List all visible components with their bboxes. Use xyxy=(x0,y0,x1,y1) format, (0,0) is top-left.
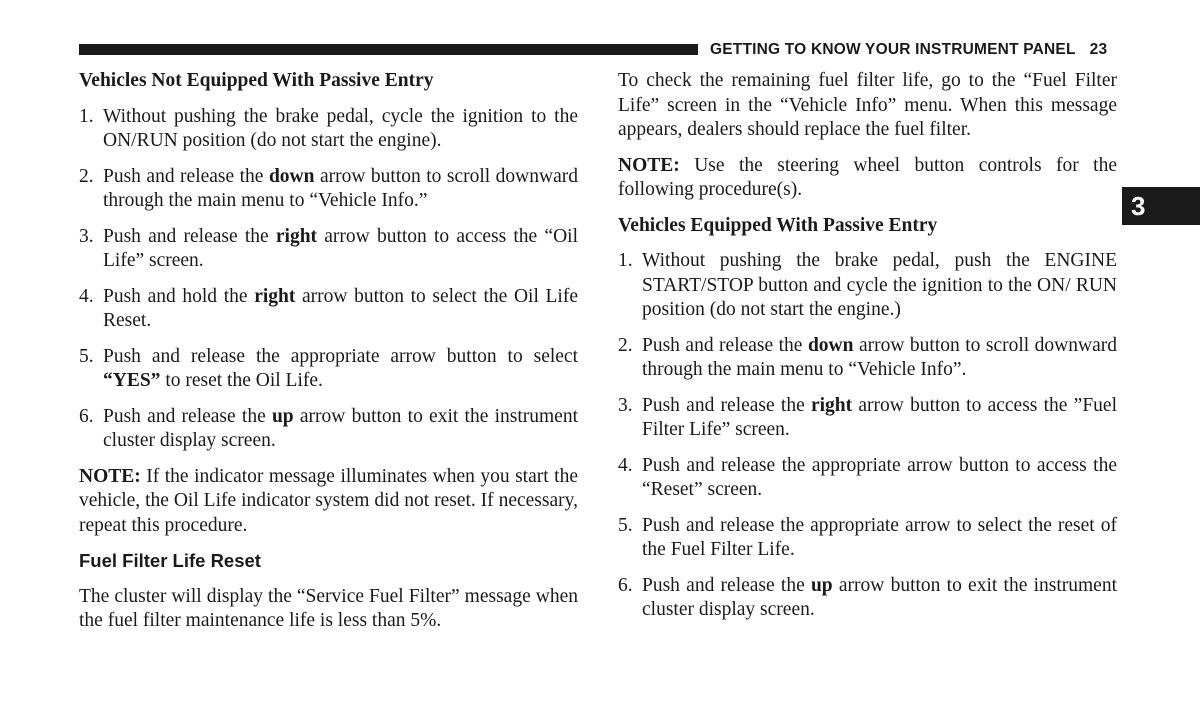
step-number: 5. xyxy=(618,514,633,536)
step-text: Push and release the appropriate arrow button to access the “Reset” screen. xyxy=(642,454,1117,500)
step-item xyxy=(79,285,578,334)
note-oil-life xyxy=(79,465,578,539)
step-text: Push and release the xyxy=(642,574,811,596)
step-number: 5. xyxy=(79,345,94,367)
note-text: Use the steering wheel button controls for the following procedure(s). xyxy=(618,154,1117,200)
note-steering-controls xyxy=(618,154,1117,203)
step-text: Push and release the xyxy=(103,405,272,427)
section-body: The cluster will display the “Service Fuel Filter” message when the fuel filter maintenance life is less than 5%. xyxy=(79,585,578,631)
left-column xyxy=(79,69,578,645)
step-number: 3. xyxy=(618,394,633,416)
page-number: 23 xyxy=(1089,41,1108,58)
step-text: Push and release the appropriate arrow button to select xyxy=(103,345,578,367)
step-text: arrow button to select the Oil Life Reset. xyxy=(103,285,578,331)
note-text: If the indicator message illuminates when you start the vehicle, the Oil Life indicator system did not reset. If necessary, repeat this procedure. xyxy=(79,465,578,536)
step-emphasis: down xyxy=(807,334,854,356)
right-column xyxy=(618,69,1117,634)
step-emphasis: down xyxy=(268,165,315,187)
running-header xyxy=(710,40,1107,60)
step-number: 1. xyxy=(618,250,633,271)
step-text: Push and release the appropriate arrow to select the reset of the Fuel Filter Life. xyxy=(642,514,1117,560)
step-text: arrow button to scroll downward through the main menu to “Vehicle Info”. xyxy=(642,334,1117,380)
step-item xyxy=(79,105,578,154)
step-emphasis: up xyxy=(271,405,294,427)
step-number: 6. xyxy=(618,574,633,596)
note-label: NOTE: xyxy=(618,154,680,176)
step-item xyxy=(79,225,578,274)
step-emphasis: up xyxy=(810,574,833,596)
step-text: Push and hold the xyxy=(103,285,255,307)
step-text: arrow button to exit the instrument cluster display screen. xyxy=(642,574,1117,620)
step-text: Push and release the xyxy=(103,165,269,187)
running-title: GETTING TO KNOW YOUR INSTRUMENT PANEL xyxy=(710,41,1076,58)
step-number: 3. xyxy=(79,225,94,247)
step-number: 4. xyxy=(79,285,94,307)
subhead-equipped: Vehicles Equipped With Passive Entry xyxy=(618,214,938,236)
step-text: arrow button to exit the instrument cluster display screen. xyxy=(103,405,578,451)
step-emphasis: right xyxy=(810,394,853,416)
section-heading-fuel-filter: Fuel Filter Life Reset xyxy=(79,550,261,571)
step-item xyxy=(618,334,1117,383)
note-label: NOTE: xyxy=(79,465,141,487)
step-item xyxy=(618,514,1117,563)
step-emphasis: right xyxy=(275,225,318,247)
step-number: 2. xyxy=(618,334,633,356)
header-rule xyxy=(79,44,698,55)
step-item xyxy=(618,574,1117,623)
step-item xyxy=(79,405,578,454)
step-text: Push and release the xyxy=(103,225,276,247)
step-text: arrow button to scroll downward through the main menu to “Vehicle Info.” xyxy=(103,165,578,211)
steps-list-not-equipped xyxy=(79,105,578,454)
step-item xyxy=(79,165,578,214)
step-emphasis: right xyxy=(254,285,296,307)
step-number: 6. xyxy=(79,405,94,427)
step-number: 1. xyxy=(79,105,94,127)
intro-paragraph: To check the remaining fuel filter life, go to the “Fuel Filter Life” screen in the “Vehicle Info” menu. When this message appears, dealers should replace the fuel filter. xyxy=(618,70,1117,140)
step-text: arrow button to access the “Oil Life” screen. xyxy=(103,225,578,271)
step-text: Push and release the xyxy=(642,394,811,416)
step-item xyxy=(618,454,1117,503)
step-item xyxy=(618,249,1117,323)
steps-list-equipped xyxy=(618,249,1117,623)
subhead-not-equipped: Vehicles Not Equipped With Passive Entry xyxy=(79,70,434,91)
step-text: Without pushing the brake pedal, push the ENGINE START/STOP button and cycle the ignition to the ON/ RUN position (do not start the engine.) xyxy=(642,250,1117,320)
step-text: arrow button to access the ”Fuel Filter Life” screen. xyxy=(642,394,1117,440)
step-item xyxy=(79,345,578,394)
chapter-tab: 3 xyxy=(1122,187,1200,225)
step-number: 2. xyxy=(79,165,94,187)
step-emphasis: “YES” xyxy=(103,370,161,391)
step-text: Without pushing the brake pedal, cycle the ignition to the ON/RUN position (do not start the engine). xyxy=(103,105,578,151)
step-number: 4. xyxy=(618,454,633,476)
step-text: to reset the Oil Life. xyxy=(160,370,323,391)
step-text: Push and release the xyxy=(642,334,808,356)
step-item xyxy=(618,394,1117,443)
